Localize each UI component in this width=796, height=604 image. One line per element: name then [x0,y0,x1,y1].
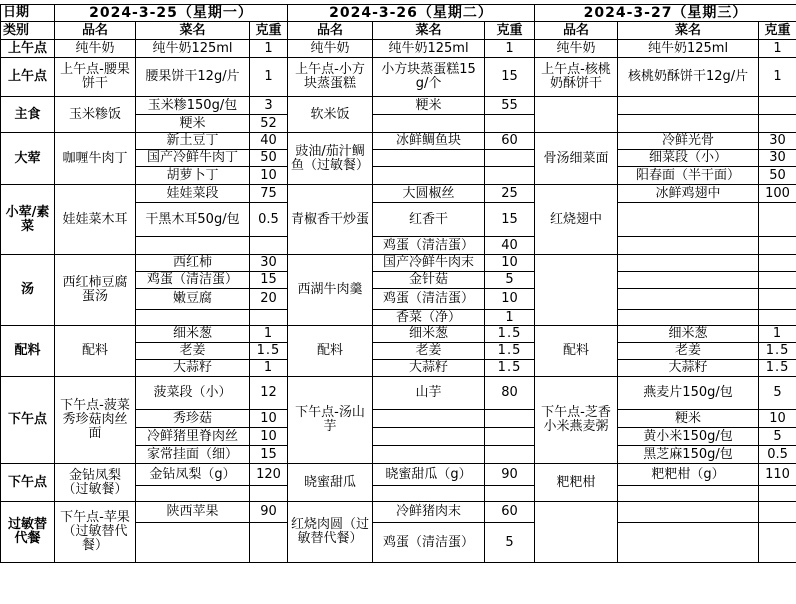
category-afternoon: 下午点 [1,377,55,464]
day2-snack-pin: 上午点-小方块蒸蛋糕 [288,58,373,97]
day2-afternoon-cai [373,446,485,464]
day2-veg-cai: 鸡蛋（清洁蛋） [373,237,485,255]
day2-allergy-cai: 鸡蛋（清洁蛋） [373,523,485,563]
day2-meat-cai [373,167,485,185]
day1-veg-weight: 0.5 [250,203,288,237]
day1-allergy-cai: 陕西苹果 [136,502,250,523]
day2-soup-weight: 10 [485,289,535,310]
day3-veg-cai [618,203,759,237]
day2-staple-weight: 55 [485,97,535,115]
day2-season-weight: 1.5 [485,326,535,343]
day3-fruit-weight [759,486,796,502]
day2-soup-pin: 西湖牛肉羹 [288,255,373,326]
day3-season-cai: 老姜 [618,343,759,360]
day2-season-cai: 细米葱 [373,326,485,343]
day3-snack-weight: 1 [759,58,796,97]
day1-date: 2024-3-25（星期一） [55,5,288,22]
day3-meat-weight: 30 [759,133,796,150]
day2-snack-weight: 15 [485,58,535,97]
day1-allergy-weight: 90 [250,502,288,523]
day3-veg-weight [759,203,796,237]
day1-veg-cai: 干黑木耳50g/包 [136,203,250,237]
day3-soup-weight [759,310,796,326]
day3-allergy-pin [535,502,618,563]
day2-veg-pin: 青椒香干炒蛋 [288,185,373,255]
day3-allergy-weight [759,523,796,563]
day2-staple-weight [485,115,535,133]
day2-afternoon-cai [373,410,485,428]
day1-staple-cai: 粳米 [136,115,250,133]
day1-afternoon-cai: 家常挂面（细） [136,446,250,464]
day2-fruit-weight [485,486,535,502]
day1-season-pin: 配料 [55,326,136,377]
day2-fruit-pin: 晓蜜甜瓜 [288,464,373,502]
day1-snack-weight: 1 [250,58,288,97]
category-meat: 大荤 [1,133,55,185]
day1-meat-weight: 50 [250,150,288,167]
day3-staple-cai [618,115,759,133]
day1-soup-weight: 20 [250,289,288,310]
day3-veg-pin: 红烧翅中 [535,185,618,255]
day2-veg-weight: 40 [485,237,535,255]
day2-morning-cai: 纯牛奶125ml [373,40,485,58]
day2-veg-cai: 红香干 [373,203,485,237]
day3-soup-pin [535,255,618,326]
day1-season-cai: 老姜 [136,343,250,360]
day1-allergy-weight [250,523,288,563]
day3-morning-cai: 纯牛奶125ml [618,40,759,58]
day2-season-weight: 1.5 [485,360,535,377]
day3-meat-pin: 骨汤细菜面 [535,133,618,185]
day3-afternoon-weight: 0.5 [759,446,796,464]
day3-season-weight: 1 [759,326,796,343]
day3-soup-weight [759,289,796,310]
day1-meat-weight: 10 [250,167,288,185]
day1-pin-header: 品名 [55,22,136,40]
category-soup: 汤 [1,255,55,326]
day2-soup-weight: 1 [485,310,535,326]
day1-meat-cai: 胡萝卜丁 [136,167,250,185]
day1-fruit-cai: 金钻凤梨（g） [136,464,250,486]
day3-weight-header: 克重 [759,22,796,40]
day2-staple-cai [373,115,485,133]
day3-afternoon-weight: 5 [759,428,796,446]
day3-season-cai: 大蒜籽 [618,360,759,377]
day3-soup-cai [618,255,759,272]
day1-allergy-pin: 下午点-苹果（过敏替代餐） [55,502,136,563]
day3-soup-weight [759,255,796,272]
day1-afternoon-weight: 12 [250,377,288,410]
day3-veg-weight: 100 [759,185,796,203]
day1-afternoon-pin: 下午点-菠菜秀珍菇肉丝面 [55,377,136,464]
day3-allergy-weight [759,502,796,523]
day3-fruit-weight: 110 [759,464,796,486]
day1-soup-cai: 鸡蛋（清洁蛋） [136,272,250,289]
day2-meat-weight: 60 [485,133,535,150]
category-allergy: 过敏替代餐 [1,502,55,563]
day2-afternoon-weight [485,410,535,428]
day2-afternoon-weight [485,446,535,464]
day1-soup-pin: 西红柿豆腐蛋汤 [55,255,136,326]
day2-fruit-weight: 90 [485,464,535,486]
day3-morning-pin: 纯牛奶 [535,40,618,58]
day1-afternoon-cai: 菠菜段（小） [136,377,250,410]
day2-veg-weight: 25 [485,185,535,203]
day3-cai-header: 菜名 [618,22,759,40]
day3-fruit-cai [618,486,759,502]
day2-afternoon-cai: 山芋 [373,377,485,410]
day2-afternoon-pin: 下午点-汤山芋 [288,377,373,464]
day2-season-weight: 1.5 [485,343,535,360]
day3-season-cai: 细米葱 [618,326,759,343]
day3-allergy-cai [618,523,759,563]
day1-snack-pin: 上午点-腰果饼干 [55,58,136,97]
day3-fruit-pin: 粑粑柑 [535,464,618,502]
day2-soup-weight: 10 [485,255,535,272]
day1-soup-weight [250,310,288,326]
day2-veg-cai: 大圆椒丝 [373,185,485,203]
date-label: 日期 [1,5,55,22]
day1-veg-pin: 娃娃菜木耳 [55,185,136,255]
day3-morning-weight: 1 [759,40,796,58]
day3-snack-cai: 核桃奶酥饼干12g/片 [618,58,759,97]
day2-afternoon-weight [485,428,535,446]
day1-morning-pin: 纯牛奶 [55,40,136,58]
day1-meat-pin: 咖喱牛肉丁 [55,133,136,185]
day2-morning-weight: 1 [485,40,535,58]
day2-fruit-cai [373,486,485,502]
day3-afternoon-pin: 下午点-芝香小米燕麦粥 [535,377,618,464]
day2-morning-pin: 纯牛奶 [288,40,373,58]
day2-allergy-weight: 60 [485,502,535,523]
day1-season-cai: 细米葱 [136,326,250,343]
day1-afternoon-weight: 10 [250,428,288,446]
day1-afternoon-weight: 15 [250,446,288,464]
day2-soup-cai: 鸡蛋（清洁蛋） [373,289,485,310]
day1-soup-weight: 15 [250,272,288,289]
day3-meat-cai: 细菜段（小） [618,150,759,167]
day1-afternoon-cai: 冷鲜猪里脊肉丝 [136,428,250,446]
day3-meat-weight: 30 [759,150,796,167]
day1-veg-weight: 75 [250,185,288,203]
category-seasoning: 配料 [1,326,55,377]
day1-veg-cai [136,237,250,255]
day3-staple-pin [535,97,618,133]
day3-season-weight: 1.5 [759,360,796,377]
day1-fruit-pin: 金钻凤梨（过敏餐） [55,464,136,502]
day3-staple-weight [759,115,796,133]
day1-soup-cai: 西红柿 [136,255,250,272]
day1-staple-cai: 玉米糁150g/包 [136,97,250,115]
category-morning-snack: 上午点 [1,58,55,97]
day2-weight-header: 克重 [485,22,535,40]
day2-soup-cai: 国产冷鲜牛肉末 [373,255,485,272]
day3-soup-cai [618,310,759,326]
day3-allergy-cai [618,502,759,523]
day2-allergy-weight: 5 [485,523,535,563]
day1-season-cai: 大蒜籽 [136,360,250,377]
day1-allergy-cai [136,523,250,563]
day2-pin-header: 品名 [288,22,373,40]
day2-soup-cai: 金针菇 [373,272,485,289]
day2-snack-cai: 小方块蒸蛋糕15g/个 [373,58,485,97]
day2-staple-cai: 粳米 [373,97,485,115]
day1-veg-weight [250,237,288,255]
day3-meat-cai: 阳春面（半干面） [618,167,759,185]
day3-soup-cai [618,272,759,289]
day2-meat-cai [373,150,485,167]
category-veg: 小荤/素菜 [1,185,55,255]
day3-afternoon-cai: 黑芝麻150g/包 [618,446,759,464]
day2-afternoon-weight: 80 [485,377,535,410]
menu-table [0,4,796,563]
day3-veg-weight [759,237,796,255]
day2-soup-cai: 香菜（净） [373,310,485,326]
day3-veg-cai: 冰鲜鸡翅中 [618,185,759,203]
day3-snack-pin: 上午点-核桃奶酥饼干 [535,58,618,97]
day1-meat-weight: 40 [250,133,288,150]
day1-meat-cai: 新土豆丁 [136,133,250,150]
day3-afternoon-weight: 5 [759,377,796,410]
day2-meat-pin: 豉油/茄汁鲷鱼（过敏餐） [288,133,373,185]
day2-fruit-cai: 晓蜜甜瓜（g） [373,464,485,486]
day1-morning-cai: 纯牛奶125ml [136,40,250,58]
day1-staple-weight: 3 [250,97,288,115]
day2-allergy-cai: 冷鲜猪肉末 [373,502,485,523]
day1-meat-cai: 国产冷鲜牛肉丁 [136,150,250,167]
day1-afternoon-cai: 秀珍菇 [136,410,250,428]
category-morning: 上午点 [1,40,55,58]
day1-soup-weight: 30 [250,255,288,272]
day2-staple-pin: 软米饭 [288,97,373,133]
day2-afternoon-cai [373,428,485,446]
day2-meat-cai: 冰鲜鲷鱼块 [373,133,485,150]
day1-afternoon-weight: 10 [250,410,288,428]
day3-afternoon-weight: 10 [759,410,796,428]
day3-season-weight: 1.5 [759,343,796,360]
day1-weight-header: 克重 [250,22,288,40]
day2-allergy-pin: 红烧肉圆（过敏替代餐） [288,502,373,563]
day2-soup-weight: 5 [485,272,535,289]
day1-veg-cai: 娃娃菜段 [136,185,250,203]
day1-cai-header: 菜名 [136,22,250,40]
day2-meat-weight [485,167,535,185]
day3-staple-weight [759,97,796,115]
day1-soup-cai: 嫩豆腐 [136,289,250,310]
day2-cai-header: 菜名 [373,22,485,40]
day1-season-weight: 1 [250,326,288,343]
day1-fruit-weight: 120 [250,464,288,486]
day3-soup-weight [759,272,796,289]
day1-morning-weight: 1 [250,40,288,58]
day2-season-cai: 老姜 [373,343,485,360]
day3-date: 2024-3-27（星期三） [535,5,796,22]
day1-snack-cai: 腰果饼干12g/片 [136,58,250,97]
day3-soup-cai [618,289,759,310]
category-staple: 主食 [1,97,55,133]
day1-staple-pin: 玉米糁饭 [55,97,136,133]
day2-date: 2024-3-26（星期二） [288,5,535,22]
day3-veg-cai [618,237,759,255]
day3-season-pin: 配料 [535,326,618,377]
day3-fruit-cai: 粑粑柑（g） [618,464,759,486]
day1-season-weight: 1 [250,360,288,377]
day3-afternoon-cai: 燕麦片150g/包 [618,377,759,410]
day1-fruit-weight [250,486,288,502]
day3-meat-cai: 冷鲜光骨 [618,133,759,150]
day1-soup-cai [136,310,250,326]
day3-afternoon-cai: 黄小米150g/包 [618,428,759,446]
day1-fruit-cai [136,486,250,502]
day3-afternoon-cai: 粳米 [618,410,759,428]
day3-meat-weight: 50 [759,167,796,185]
day1-staple-weight: 52 [250,115,288,133]
day3-staple-cai [618,97,759,115]
category-afternoon-fruit: 下午点 [1,464,55,502]
day2-meat-weight [485,150,535,167]
day3-pin-header: 品名 [535,22,618,40]
day2-veg-weight: 15 [485,203,535,237]
category-label: 类别 [1,22,55,40]
day2-season-pin: 配料 [288,326,373,377]
day1-season-weight: 1.5 [250,343,288,360]
day2-season-cai: 大蒜籽 [373,360,485,377]
